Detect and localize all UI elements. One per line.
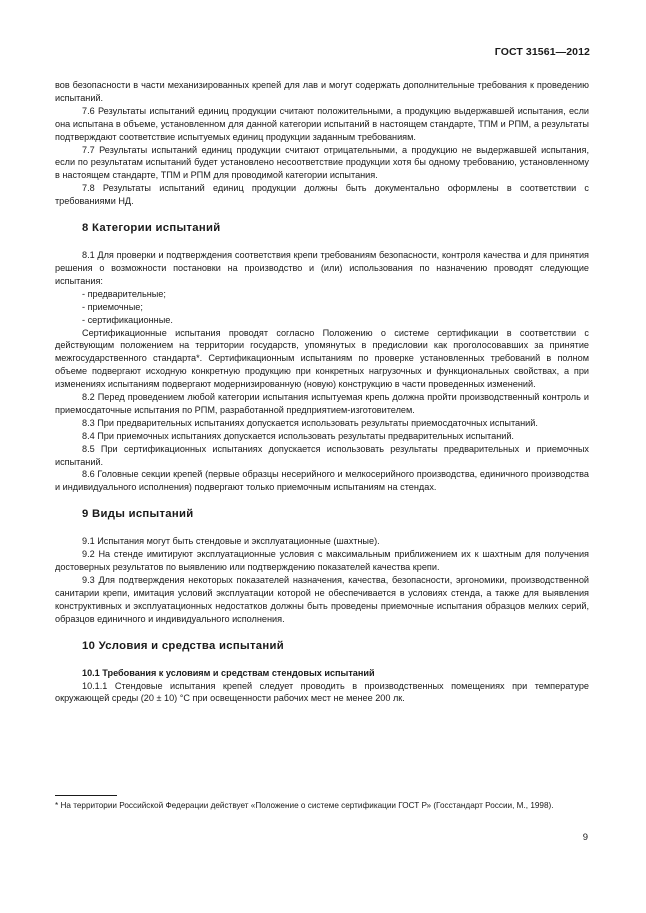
section-heading: 9 Виды испытаний bbox=[82, 508, 194, 521]
standard-designation: ГОСТ 31561—2012 bbox=[494, 46, 590, 58]
paragraph: 8.1 Для проверки и подтверждения соответствия крепи требованиям безопасности, контроля качества и для принятия решения о возможности постановки на производство и (или) использования по назначению проводят следующие испытания: bbox=[55, 250, 589, 286]
footnote: * На территории Российской Федерации действует «Положение о системе сертификации ГОСТ Р» (Госстандарт России, М., 1998). bbox=[55, 801, 554, 810]
paragraph: вов безопасности в части механизированных крепей для лав и могут содержать дополнительные требования к проведению испытаний. bbox=[55, 80, 589, 103]
section-heading: 10 Условия и средства испытаний bbox=[82, 639, 284, 652]
paragraph: 7.8 Результаты испытаний единиц продукции должны быть документально оформлены в соответствии с требованиями НД. bbox=[55, 183, 589, 207]
page-number: 9 bbox=[582, 832, 588, 843]
paragraph: 8.6 Головные секции крепей (первые образцы несерийного и мелкосерийного производства, единичного производства и индивидуального исполнения) подвергают только приемочным испытаниям на стендах. bbox=[55, 469, 589, 493]
paragraph: 9.1 Испытания могут быть стендовые и эксплуатационные (шахтные). bbox=[82, 536, 380, 547]
paragraph: 8.4 При приемочных испытаниях допускается использовать результаты предварительных испытаний. bbox=[82, 430, 514, 441]
footnote-separator bbox=[55, 795, 117, 796]
paragraph: 8.2 Перед проведением любой категории испытания испытуемая крепь должна пройти производственный контроль и приемосдаточные испытания по РПМ, разработанной предприятием-изготовителем. bbox=[55, 392, 589, 415]
paragraph: - предварительные; bbox=[82, 288, 166, 299]
paragraph: - сертификационные. bbox=[82, 314, 173, 325]
paragraph: 7.7 Результаты испытаний единиц продукции считают отрицательными, а продукцию не выдержавшей испытания, если по результатам испытаний будет установлено несоответствие продукции хотя бы одному требованию, установленному в настоящем стандарте, ТПМ и РПМ для проводимой категории испытания. bbox=[55, 144, 589, 181]
paragraph: 8.5 При сертификационных испытаниях допускается использовать результаты предварительных и приемочных испытаний. bbox=[55, 443, 589, 467]
paragraph: 7.6 Результаты испытаний единиц продукции считают положительными, а продукцию выдержавшей испытания, если она испытана в объеме, установленном для данной категории испытаний в настоящем стандарте, ТПМ и РПМ, а результаты подтверждают соответствие испытуемых единиц продукции заданным требованиям. bbox=[55, 105, 589, 142]
paragraph: 8.3 При предварительных испытаниях допускается использовать результаты приемосдаточных испытаний. bbox=[82, 417, 538, 428]
paragraph: Сертификационные испытания проводят согласно Положению о системе сертификации в соответствии с действующим положением на территории государств, упомянутых в предисловии как проголосовавших за принятие межгосударственного стандарта*. Сертификационным испытаниям по проверке установленных требований в полном объеме подвергают исходную конкретную продукцию при конкретных нагрузочных и функциональных свойствах, а при изменениях испытаниям подвергают модернизированную (новую) конструкцию в части проведенных изменений. bbox=[55, 327, 589, 390]
section-heading: 8 Категории испытаний bbox=[82, 222, 221, 235]
document-body bbox=[55, 79, 589, 705]
paragraph: 10.1.1 Стендовые испытания крепей следует проводить в производственных помещениях при температуре окружающей среды (20 ± 10) °С при освещенности рабочих мест не менее 200 лк. bbox=[55, 680, 589, 704]
paragraph: 9.2 На стенде имитируют эксплуатационные условия с максимальным приближением их к шахтным для получения достоверных результатов по выявлению или подтверждению показателей качества крепи. bbox=[55, 549, 589, 573]
paragraph: - приемочные; bbox=[82, 301, 143, 312]
subsection-heading: 10.1 Требования к условиям и средствам стендовых испытаний bbox=[82, 667, 375, 678]
paragraph: 9.3 Для подтверждения некоторых показателей назначения, качества, безопасности, эргономики, производственной санитарии крепи, имитация условий эксплуатации которой не обеспечивается в условиях стенда, а также для выявления конструктивных и эксплуатационных недостатков должны быть проведены приемочные испытания образцов мелких серий, образцов единичного и индивидуального исполнения. bbox=[55, 575, 589, 624]
